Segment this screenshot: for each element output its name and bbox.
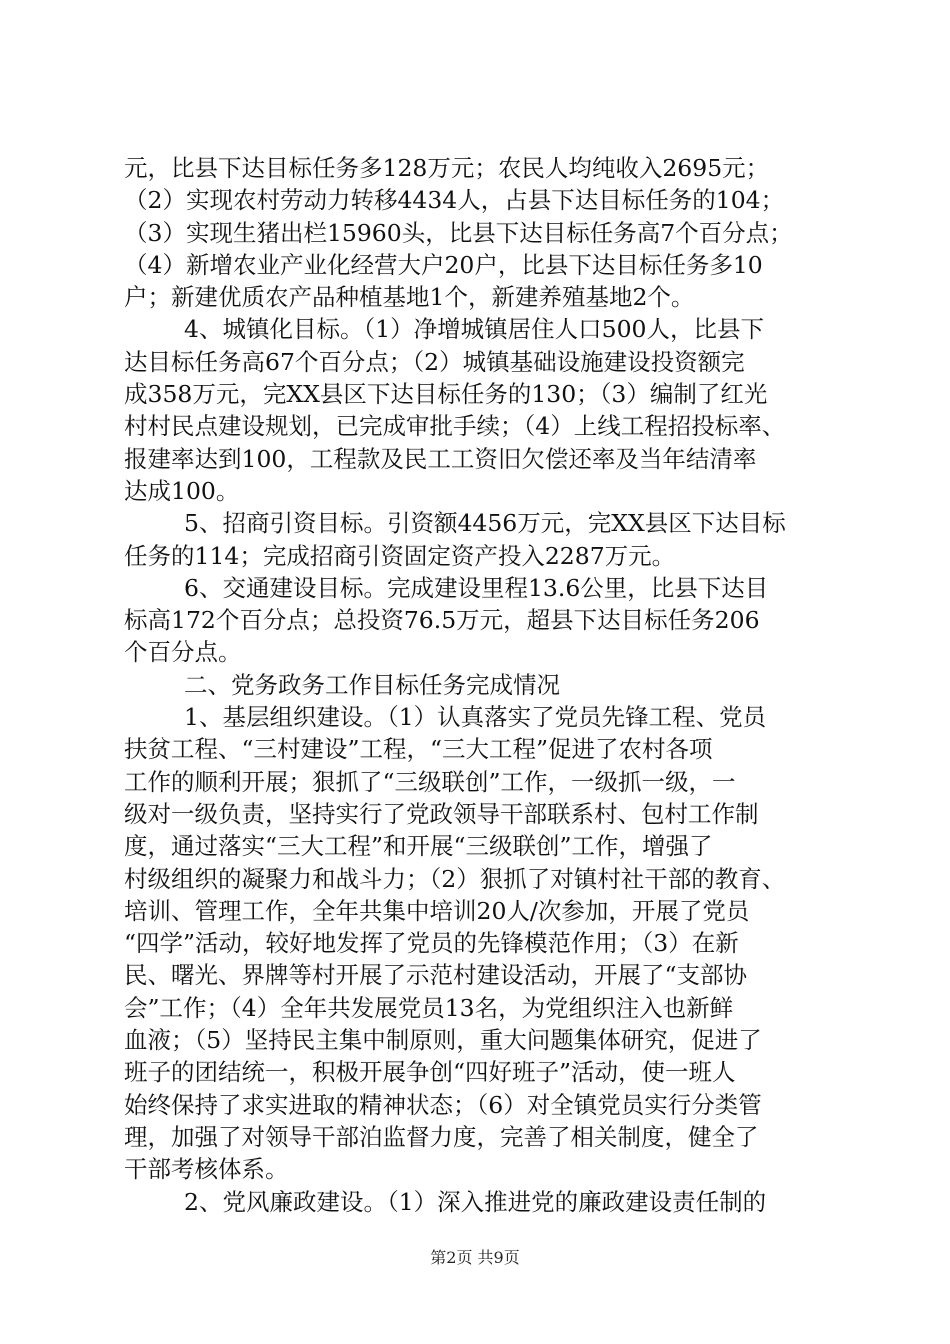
text-line: 6、交通建设目标。完成建设里程13.6公里，比县下达目	[184, 573, 769, 602]
text-line: 成358万元，完XX县区下达目标任务的130；（3）编制了红光	[124, 380, 768, 409]
text-line: 4、城镇化目标。（1）净增城镇居住人口500人，比县下	[184, 315, 765, 344]
text-line: 个百分点。	[124, 638, 242, 667]
text-line: 理，加强了对领导干部泊监督力度，完善了相关制度，健全了	[124, 1122, 759, 1151]
text-line: 元，比县下达目标任务多128万元；农民人均纯收入2695元；	[124, 154, 770, 182]
text-line: 培训、管理工作，全年共集中培训20人/次参加，开展了党员	[124, 896, 750, 925]
text-line: 扶贫工程、“三村建设”工程，“三大工程”促进了农村各项	[124, 735, 713, 764]
document-body	[124, 152, 836, 1218]
text-line: 达目标任务高67个百分点；（2）城镇基础设施建设投资额完	[124, 347, 745, 376]
text-line: “四学”活动，较好地发挥了党员的先锋模范作用；（3）在新	[124, 929, 739, 958]
text-line: 二、党务政务工作目标任务完成情况	[184, 670, 560, 699]
text-line: 标高172个百分点；总投资76.5万元，超县下达目标任务206	[124, 606, 760, 635]
text-line: 干部考核体系。	[124, 1155, 289, 1184]
text-line: 度，通过落实“三大工程”和开展“三级联创”工作，增强了	[124, 832, 713, 861]
text-line: 任务的114；完成招商引资固定资产投入2287万元。	[124, 541, 676, 570]
text-line: （2）实现农村劳动力转移4434人，占县下达目标任务的104；	[124, 186, 785, 215]
text-line: 民、曙光、界牌等村开展了示范村建设活动，开展了“支部协	[124, 961, 748, 990]
text-line: 村村民点建设规划，已完成审批手续；（4）上线工程招投标率、	[124, 412, 786, 441]
text-line: 会”工作；（4）全年共发展党员13名，为党组织注入也新鲜	[124, 993, 734, 1022]
page-footer: 第2页 共9页	[430, 1248, 520, 1267]
text-line: 5、招商引资目标。引资额4456万元，完XX县区下达目标	[184, 509, 786, 538]
text-line: 户；新建优质农产品种植基地1个，新建养殖基地2个。	[124, 283, 695, 312]
text-line: 始终保持了求实进取的精神状态；（6）对全镇党员实行分类管	[124, 1090, 762, 1119]
text-line: 达成100。	[124, 476, 240, 505]
text-line: （3）实现生猪出栏15960头，比县下达目标任务高7个百分点；	[124, 218, 793, 247]
text-line: 1、基层组织建设。（1）认真落实了党员先锋工程、党员	[184, 703, 767, 732]
text-line: 班子的团结统一，积极开展争创“四好班子”活动，使一班人	[124, 1058, 736, 1087]
text-line: 工作的顺利开展；狠抓了“三级联创”工作，一级抓一级，一	[124, 767, 736, 796]
text-line: 村级组织的凝聚力和战斗力；（2）狠抓了对镇村社干部的教育、	[124, 864, 786, 893]
text-line: 2、党风廉政建设。（1）深入推进党的廉政建设责任制的	[184, 1187, 767, 1216]
text-line: 报建率达到100，工程款及民工工资旧欠偿还率及当年结清率	[124, 444, 757, 473]
text-line: 级对一级负责，坚持实行了党政领导干部联系村、包村工作制	[124, 799, 759, 828]
text-line: 血液；（5）坚持民主集中制原则，重大问题集体研究，促进了	[124, 1026, 762, 1055]
text-line: （4）新增农业产业化经营大户20户，比县下达目标任务多10	[124, 250, 763, 279]
